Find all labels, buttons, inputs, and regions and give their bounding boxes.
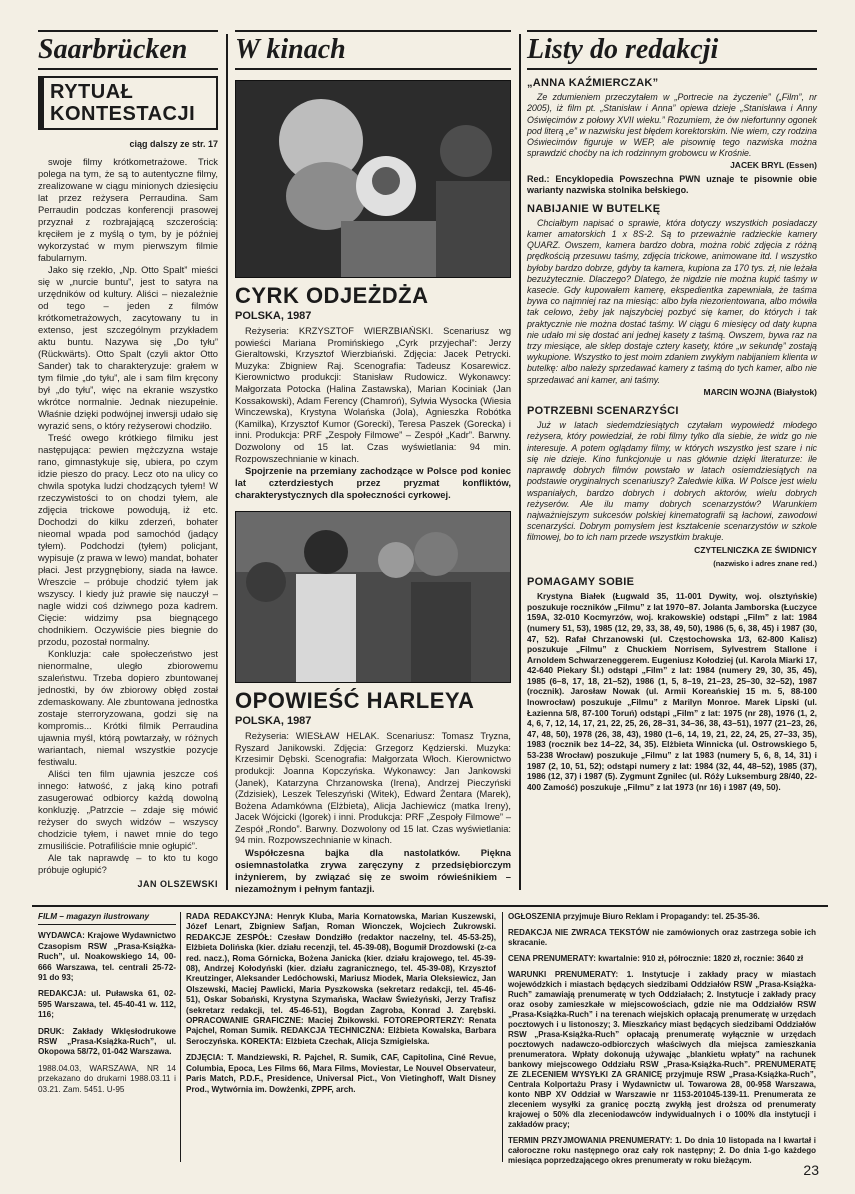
film-blurb: Spojrzenie na przemiany zachodzące w Polsce pod koniec lat czterdziestych przez pryzmat konfliktów, charakterystycznych dla społeczności cyrkowej.: [235, 465, 511, 501]
footer-masthead: [38, 912, 176, 1101]
article-paragraph: Treść owego krótkiego filmiku jest następująca: pewien mężczyzna wstaje rano, gimnastykuje się, ubiera, po czym idzie pieszo do pracy. Lecz oto na ulicy co chwila spotyka ludzi chodzących tyłem! W rzeczywistości to on chodzi tyłem, ale zdjęcia trickowe powodują, iż etc. Dochodzi do kilku zderzeń, bohater nieomal wpada pod samochód (jadący tyłem). Podchodzi (tyłem) policjant, wypisuje (z prawa w lewo) mandat, bohater płaci. Jest przygnębiony, siada na ławce. Wreszcie – próbuje chodzić tyłem jak wszyscy. I kiedy już prawie się nauczył – nagle widzi coś dziwnego poza kadrem. Cięcie: widzimy psa biegnącego chodnikiem. Oczywiście pies biegnie do przodu, pozostał normalny.: [38, 432, 218, 647]
film-credits: Reżyseria: KRZYSZTOF WIERZBIAŃSKI. Scenariusz wg powieści Mariana Promińskiego „Cyrk przyjechał”: Jerzy Gieraltowski, Krzysztof Wierzbiański. Zdjęcia: Jacek Petrycki. Muzyka: Zbigniew Raj. Scenografia: Tadeusz Kosarewicz. Kierownictwo produkcji: Stanisław Rudowicz. Wykonawcy: Małgorzata Potocka (Halina Zastawska), Marian Kociniak (Jan Kossakowski), Adam Ferency (Chamroń), Sylwia Wysocka (Wiesia Winczewska), Krystyna Wolańska (Jola), Agnieszka Robótka (Kamilka), Krzysztof Kumor (Gorecki), Teresa Paszek (Gorecka) i inni. Produkcja: PRF „Zespoły Filmowe” – Zespół „Kadr”. Barwny. Dozwolony od 15 lat. Czas wyświetlania: 94 min. Rozpowszechnianie w kinach.: [235, 326, 511, 464]
footer-rule: [32, 905, 828, 907]
letter-signature: MARCIN WOJNA (Białystok): [703, 386, 817, 397]
article-paragraph: swoje filmy krótkometrażowe. Trick polega na tym, że są to autentyczne filmy, zrealizowane w ciągu minionych dziesięciu lat przez reżysera Perraudina. Sam Perraudin podczas konferencji prasowej przyznał z rozbrajającą szczerością: kręciłem je z myślą o tym, by je później wykorzystać w mym pierwszym filmie fabularnym.: [38, 156, 218, 263]
returns-info: REDAKCJA NIE ZWRACA TEKSTÓW nie zamówionych oraz zastrzega sobie ich skracanie.: [508, 928, 816, 947]
film-subtitle: POLSKA, 1987: [235, 715, 312, 728]
letter-body: Już w latach siedemdziesiątych czytałam wypowiedź młodego reżysera, który powiedział, że robi filmy tylko dla siebie, że widz go nie interesuje. A potem oglądamy filmy, w których wszystko jest szare i nic się nie dzieje. Kino funkcjonuje u nas głównie dzięki literaturze: ile naprawdę dobrych filmów powstało w latach osiemdziesiątych na podstawie oryginalnych scenariuszy? Zaledwie kilka. W Polsce jest wielu wspaniałych, bardzo dobrych i dobrych aktorów, wielu dobrych reżyserów. Ale ilu mamy dobrych scenarzystów? Warunkiem najważniejszym sukcesów polskiej kinematografii są łachowi, zawodowi scenarzyści. Dobrym pomysłem jest kształcenie scenarzystów w szkole filmowej, bo to ich nam przede wszystkim brakuje.: [527, 420, 817, 543]
editor-reply: Red.: Encyklopedia Powszechna PWN uznaje te pisownie obie warianty nazwiska stolnika bełskiego.: [527, 173, 817, 195]
article-paragraph: Konkluzja: całe społeczeństwo jest nienormalne, uległo zbiorowemu szaleństwu. Trzeba dopiero zbuntowanej jednostki, by ów zbiorowy obłęd został zdemaskowany. Ale zbuntowana jednostka zostaje sterroryzowana, godzi się na kompromis... Krótki filmik Perraudina ujawnia myśl, którą powtarzały, w różnych wariantach, niemal wszystkie pozycje festiwalu.: [38, 648, 218, 767]
footer-column-rule-1: [180, 912, 181, 1162]
editorial-board: RADA REDAKCYJNA: Henryk Kluba, Maria Kornatowska, Marian Kuszewski, Józef Lenart, Zbigniew Safjan, Roman Wionczek, Wojciech Żukrowski. REDAKCJE ZESPÓŁ: Czesław Dondziłło (redaktor naczelny, tel. 45-53-25), Elżbieta Dolińska (kier. działu recenzji, tel. 45-39-08), Bogumił Drozdowski (z-ca red. nacz.), Roma Górnicka, Bożena Janicka (kier. działu krajowego, tel. 45-39-08), Andrzej Kołodyński (kier. działu zagranicznego, tel. 45-39-08), Krzysztof Kreutzinger, Aleksander Ledóchowski, Mariusz Miodek, Maria Oleksiewicz, Jan Olszewski, Maciej Pawlicki, Maria Pyszkowska (sekretarz redakcji, tel. 45-46-51), Oskar Sobański, Krystyna Szymańska, Wacław Świeżyński, Jerzy Trafisz (sekretarz redakcji, tel. 45-46-51), Bogdan Zagroba, Konrad J. Zarębski. OPRACOWANIE GRAFICZNE: Maciej Żbikowski. FOTOREPORTERZY: Renata Pajchel, Roman Sumik. REDAKCJA TECHNICZNA: Elżbieta Kowalska, Barbara Seroczyńska. KOREKTA: Elżbieta Czechak, Alicja Szmigielska.: [186, 912, 496, 1046]
section-title-listy: Listy do redakcji: [527, 30, 817, 70]
letter-body: Krystyna Białek (Ługwald 35, 11-001 Dywity, woj. olsztyńskie) poszukuje roczników „Filmu” z lat 1970–87. Jolanta Jamborska (Łuczyce 159A, 32-010 Kocmyrzów, woj. krakowskie) odstąpi „Film” z lat: 1984 (numery 51, 53), 1985 (12, 29, 33, 38, 49, 50), 1986 (5, 6, 38, 45) i 1987 (30, 47, 52). Rafał Chrzanowski (ul. Częstochowska 1/3, 62-800 Kalisz) poszukuje „Filmu” z Chuckiem Norrisem, Sylvestrem Stallone i Arnoldem Schwarzeneggerem. Eugeniusz Kołodziej (ul. Karola Miarki 17, 42-640 Piekary Śl.) odstąpi „Film” z lat: 1984 (numery 29, 30, 35, 45), 1985 (6–8, 17, 18, 21–52), 1986 (1, 5, 8–19, 21–23, 25–30, 32–52), 1987 (rocznik). Jarosław Nowak (ul. Armii Koreańskiej 15 m. 5, 88-100 Inowrocław) poszukuje „Filmu” z Marilyn Monroe. Marek Lipski (ul. Łazienna 5/8, 87-100 Toruń) odstąpi „Film” z lat: 1975 (nr 28), 1976 (1, 2, 4, 6, 7, 12, 14, 17, 21, 22, 25, 26, 28–31, 34–36, 38, 43–51), 1977 (21–23, 26, 47, 48, 50), 1978 (26, 38, 43), 1980 (1–6, 14, 19, 21, 22, 24, 25, 27–33, 35), 1983 (rocznik bez 14–22, 34, 35). Elżbieta Winnicka (ul. Ostrowskiego 5, 53-238 Wrocław) poszukuje „Filmu” z lat 1983 (numery 5, 6, 8, 14, 31) i 1987 (2, 10, 51, 52); odstąpi numery z lat: 1984 (32, 44, 48–52), 1985 (37), 1986 (12, 37) i 1987 (5). Zygmunt Zgnilec (ul. Róży Luksemburg 28/40, 22-400 Zamość) poszukuje „Filmu” z lat 1973 (nr 16) i 1987 (49, 50).: [527, 591, 817, 792]
letter-signature-note: (nazwisko i adres znane red.): [713, 558, 817, 568]
section-title-saarbrucken: Saarbrücken: [38, 30, 218, 70]
subscription-deadline: TERMIN PRZYJMOWANIA PRENUMERATY: 1. Do dnia 10 listopada na I kwartał i całoroczne roku następnego oraz cały rok następny; 2. Do dnia 1-go każdego miesiąca poprzedzającego okres prenumeraty w roku bieżącym.: [508, 1136, 816, 1165]
film-subtitle: POLSKA, 1987: [235, 310, 312, 322]
price-info: CENA PRENUMERATY: kwartalnie: 910 zł, półrocznie: 1820 zł, rocznie: 3640 zł: [508, 954, 804, 963]
left-column: [38, 30, 218, 890]
article-paragraph: Ale tak naprawdę – to kto tu kogo próbuje ogłupić?: [38, 852, 218, 875]
section-title-w-kinach: W kinach: [235, 30, 511, 70]
letter-signature: CZYTELNICZKA ZE ŚWIDNICY: [694, 544, 817, 555]
masthead-publisher: WYDAWCA: Krajowe Wydawnictwo Czasopism RSW „Prasa-Książka-Ruch”, ul. Noakowskiego 14, 00-666 Warszawa, tel. centrali 25-72-91 do 93;: [38, 931, 176, 983]
article-paragraph: Aliści ten film ujawnia jeszcze coś innego: łatwość, z jaką kino potrafi zasugerować odbiorcy każdą dowolną konkluzję. „Patrzcie – zdaje się mówić reżyser do swych widzów – wszyscy chodzicie tyłem, i nawet mnie do tego zmusiliście. Potrafiliście mnie ogłupić”.: [38, 768, 218, 851]
footer-column-rule-2: [502, 912, 503, 1162]
column-rule-2: [519, 34, 521, 890]
letter-title: „ANNA KAŹMIERCZAK”: [527, 77, 659, 89]
film-title: CYRK ODJEŻDŻA: [235, 283, 429, 308]
article-title: RYTUAŁ KONTESTACJI: [38, 76, 218, 130]
letter-signature: JACEK BRYL (Essen): [730, 160, 817, 171]
letter-title: NABIJANIE W BUTELKĘ: [527, 202, 661, 215]
letter-title: POTRZEBNI SCENARZYŚCI: [527, 405, 679, 418]
article-paragraph: Jako się rzekło, „Np. Otto Spalt” mieści się w „nurcie buntu”, jest to satyra na urzędników od kultury. Aliści – niezależnie od tego – jeden z filmów krótkometrażowych, zacytowany tu in extenso, jest szczególnym przykładem aktu buntu. Nazywa się „Do tyłu” (Rückwärts). Otto Spalt (czyli aktor Otto Sander) tak to charakteryzuje: grałem w tym filmie „do tyłu”, ale i sam film kręcony był „do tyłu”, więc na ekranie wszystko wkrótce normalnie. Jednak niezupełnie. Właśnie dzięki podwójnej inwersji udało się wyrazić sens, o który reżyserowi chodziło.: [38, 264, 218, 431]
film-still-cyrk-image: [236, 81, 511, 277]
page-number: 23: [803, 1162, 819, 1178]
letter-body: Ze zdumieniem przeczytałem w „Portrecie na życzenie” („Film”, nr 2005), iż film pt. „Stanisław i Anna” opiewa dzieje „Stanisława i Anny Oświęcimów z połowy XVII wieku.” Rozumiem, że ów niefortunny ogonek pod literą „e” w nazwisku jest błędem korektorskim. Nie wiem, czy rodzina Oświecimów figuruje w WEP, ale pisownię tego nazwiska można sprawdzić choćby na ich rodzinnym grobowcu w Krośnie.: [527, 92, 817, 159]
film-still-harley-image: [236, 512, 511, 682]
masthead-print: DRUK: Zakłady Wklęsłodrukowe RSW „Prasa-Książka-Ruch”, ul. Okopowa 58/72, 01-042 Warszawa.: [38, 1026, 176, 1057]
footer-board: [186, 912, 496, 1101]
film-credits: Reżyseria: WIESŁAW HELAK. Scenariusz: Tomasz Tryzna, Ryszard Janikowski. Zdjęcia: Grzegorz Kędzierski. Muzyka: Krzesimir Dębski. Scenografia: Małgorzata Włoch. Kierownictwo produkcji: Joanna Kopczyńska. Wykonawcy: Jan Jankowski (Janek), Katarzyna Chrzanowska (Irena), Andrzej Pieczyński (Zdzisiek), Leszek Teleszyński (Witek), Edward Żentara (Marek), Bożena Adamkówna (Elżbieta), Alicja Jachiewicz (matka Ireny), Jacek Wójcicki (Igorek) i inni. Produkcja: PRF „Zespoły Filmowe” – Zespół „Rondo”. Barwny. Dozwolony od 15 lat. Czas wyświetlania: 94 min. Rozpowszechnianie w kinach.: [235, 731, 511, 846]
film-still-harley: [235, 511, 511, 683]
column-rule-1: [226, 34, 228, 890]
film-still-cyrk: [235, 80, 511, 278]
masthead-title: FILM – magazyn ilustrowany: [38, 912, 176, 925]
masthead-address: REDAKCJA: ul. Puławska 61, 02-595 Warszawa, tel. 45-40-41 w. 112, 116;: [38, 989, 176, 1020]
middle-column: [235, 30, 511, 895]
photo-credits: ZDJĘCIA: T. Mandziewski, R. Pajchel, R. Sumik, CAF, Capitolina, Ciné Revue, Columbia, Epoca, Les Films 66, Mara Films, Moviestar, Le Nouvel Observateur, Paris Match, P.D.F., Presidence, Universal Pict., Von Vietinghoff, Walt Disney Prod., Wytwórnia im. Dowżenki, ZPPF, arch.: [186, 1053, 496, 1094]
article-author: JAN OLSZEWSKI: [137, 879, 218, 889]
ads-info: OGŁOSZENIA przyjmuje Biuro Reklam i Propagandy: tel. 25-35-36.: [508, 912, 760, 921]
film-blurb: Współczesna bajka dla nastolatków. Piękna osiemnastolatka zrywa zaręczyny z przedsiębiorczym inżynierem, by związać się ze swoim rówieśnikiem – niezamożnym i pełnym fantazji.: [235, 847, 511, 895]
continued-note: ciąg dalszy ze str. 17: [129, 139, 218, 149]
letter-title: POMAGAMY SOBIE: [527, 575, 635, 588]
letter-body: Chciałbym napisać o sprawie, która dotyczy wszystkich posiadaczy kamer amatorskich 1 x 8S-2. Są to przeważnie radzieckie kamery QUARZ. Owszem, kamera bardzo dobra, można robić zdjęcia z różną prędkością przesuwu taśmy, zdjęcia trickowe, animowane itd. I wszystko byłoby bardzo dobrze, gdyby ta kamera, kupiona za 170 tys. zł, nie leżała bezużytecznie. Dlaczego? Dlatego, że nigdzie nie można kupić taśmy w kasecie. Gdy kupowałem kamerę, ekspedientka zapewniała, że taśma bywa co najmniej raz na miesiąc: albo była niezorientowana, albo mówiła tak celowo, żeby jak najszybciej pozbyć się kamer, do których i tak praktycznie nie można dostać taśmy. W ciągu 6 miesięcy od daty kupna nie udało mi się dostać ani jednej kasety z taśmą. Owszem, bywa raz na trzy miesiące, ale sklep dostaje cztery kasety, które „w sekundę” zostają wykupione. Wszystko to jest moim zdaniem zwykłym nabijaniem klienta w butelkę: albo należy sprzedawać kamery z taśmą do tych kamer, albo nie sprzedawać ani kamer, ani taśmy.: [527, 217, 817, 385]
masthead-issue: 1988.04.03, WARSZAWA, NR 14 przekazano do drukarni 1988.03.11 i 03.21. Zam. 5451. U-95: [38, 1063, 176, 1094]
right-column: [527, 30, 817, 792]
film-title: OPOWIEŚĆ HARLEYA: [235, 688, 475, 714]
subscription-terms: WARUNKI PRENUMERATY: 1. Instytucje i zakłady pracy w miastach wojewódzkich i miastach będących siedzibami Oddziałów RSW „Prasa-Książka-Ruch” zamawiają prenumeratę w tych Oddziałach; 2. Instytucje i zakłady pracy oraz osoby zamieszkałe w miejscowościach, gdzie nie ma Oddziałów RSW „Prasa-Książka-Ruch” i na terenach wiejskich opłacają prenumeratę w urzędach pocztowych i u listonoszy; 3. Mieszkańcy miast będących siedzibami Oddziałów RSW „Prasa-Książka-Ruch” opłacają prenumeratę wyłącznie w urzędach pocztowych nadawczo-odbiorczych właściwych dla miejsca zamieszkania prenumeratora. Wpłaty dokonują używając „blankietu wpłaty” na rachunek bankowy miejscowego Oddziału RSW „Prasa-Książka-Ruch”. PRENUMERATĘ ZE ZLECENIEM WYSYŁKI ZA GRANICĘ przyjmuje RSW „Prasa-Książka-Ruch”, Centrala Kolportażu Prasy i Wydawnictw ul. Towarowa 28, 00-958 Warszawa, konto NBP XV Oddział w Warszawie nr 1153-201045-139-11. Prenumerata ze zleceniem wysyłki za granicę pocztą zwykłą jest droższa od prenumeraty krajowej o 50% dla zleceniodawców indywidualnych i o 100% dla instytucji i zakładów pracy;: [508, 970, 816, 1129]
footer-subscriptions: [508, 912, 816, 1172]
